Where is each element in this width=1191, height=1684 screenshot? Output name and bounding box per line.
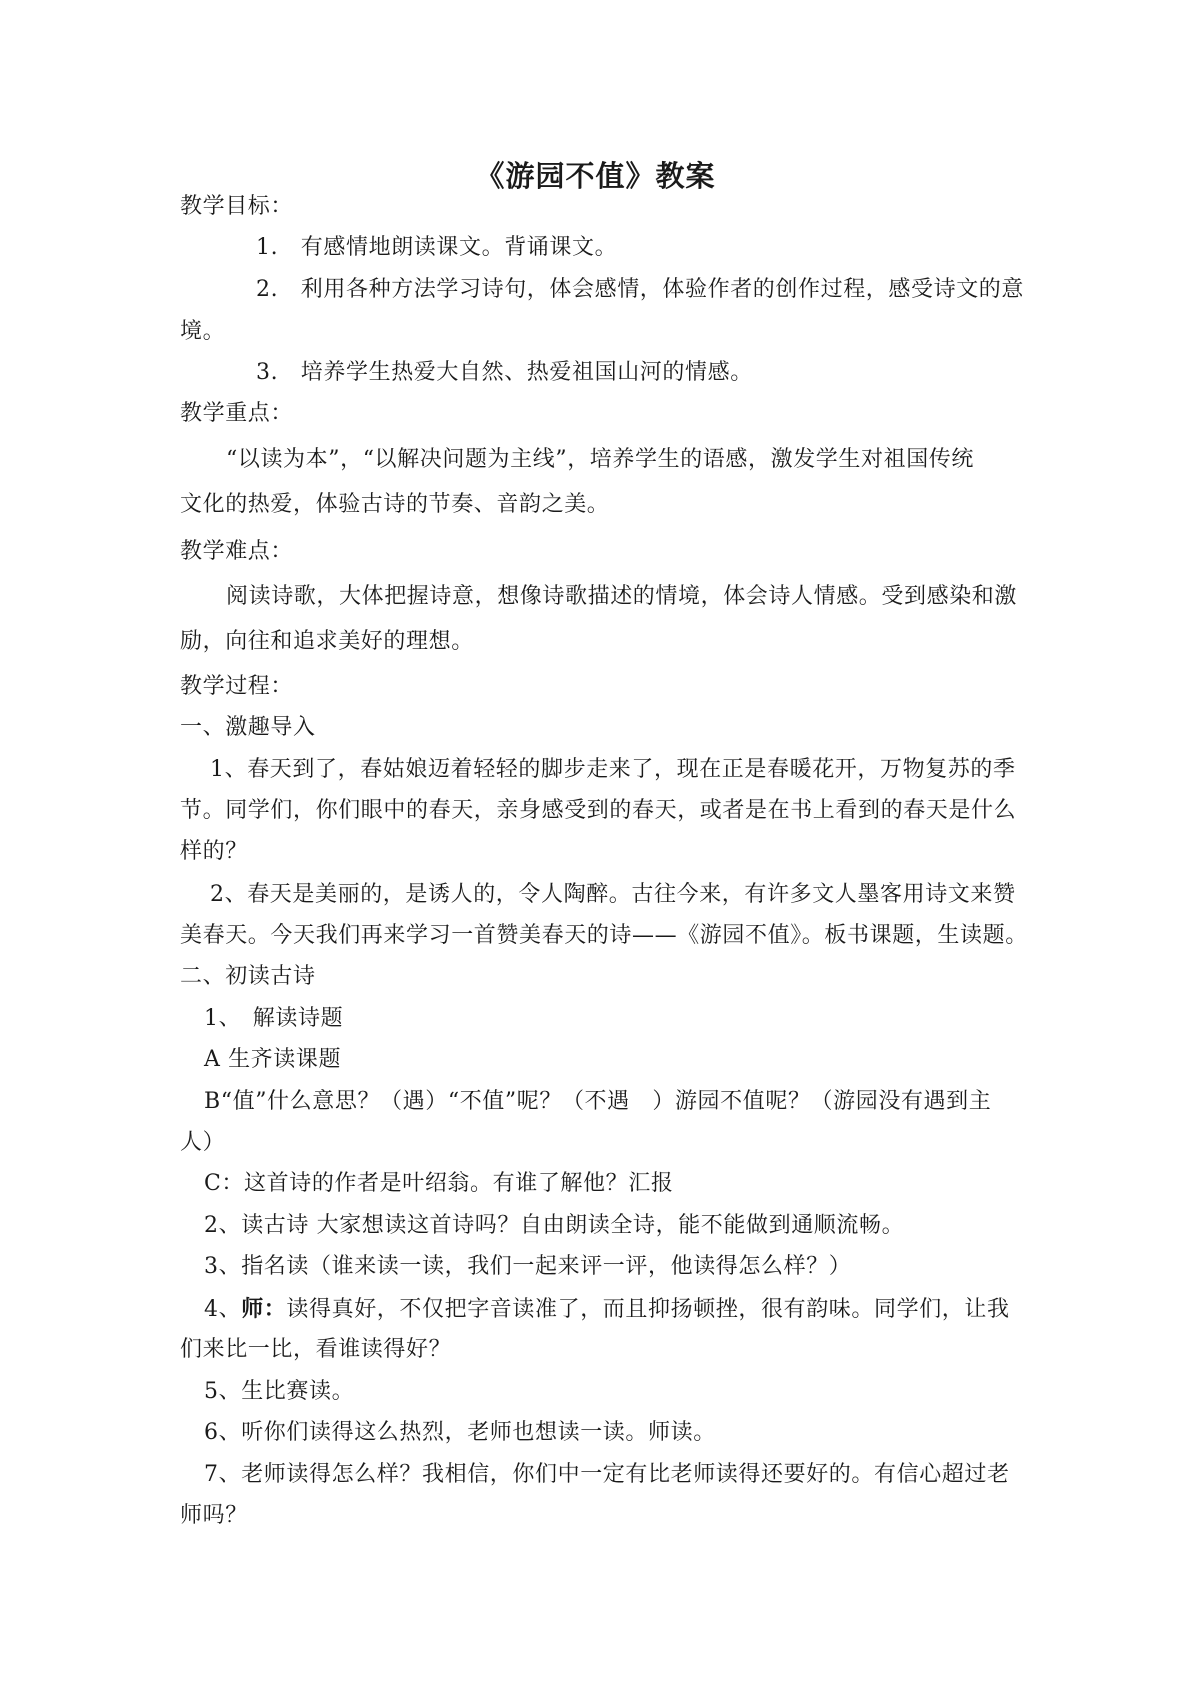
section-2-step-1-b: B“值”什么意思？（遇）“不值”呢？（不遇 ）游园不值呢？（游园没有遇到主	[204, 1089, 992, 1114]
key-points-line-2: 文化的热爱，体验古诗的节奏、音韵之美。	[180, 492, 610, 517]
objective-item-3: 3. 培养学生热爱大自然、热爱祖国山河的情感。	[256, 360, 753, 385]
key-points-line-1: “以读为本”，“以解决问题为主线”，培养学生的语感，激发学生对祖国传统	[226, 447, 974, 472]
difficulties-line-2: 励，向往和追求美好的理想。	[180, 629, 474, 654]
step-4-text: 读得真好，不仅把字音读准了，而且抑扬顿挫，很有韵味。同学们，让我	[286, 1297, 1010, 1322]
section-2-step-3: 3、指名读（谁来读一读，我们一起来评一评，他读得怎么样？）	[204, 1254, 852, 1279]
section-1-para-1-cont: 节。同学们，你们眼中的春天，亲身感受到的春天，或者是在书上看到的春天是什么	[180, 798, 1017, 823]
section-1-para-2: 2、春天是美丽的，是诱人的，令人陶醉。古往今来，有许多文人墨客用诗文来赞	[210, 882, 1016, 907]
step-4-teacher-label: 师：	[241, 1296, 287, 1322]
section-1-para-1: 1、春天到了，春姑娘迈着轻轻的脚步走来了，现在正是春暖花开，万物复苏的季	[210, 757, 1016, 782]
section-2-step-7-cont: 师吗？	[180, 1503, 248, 1528]
difficulties-heading: 教学难点：	[180, 539, 294, 564]
objective-item-2-cont: 境。	[180, 319, 226, 344]
objectives-heading: 教学目标：	[180, 194, 294, 219]
section-2-step-1-a: A 生齐读课题	[204, 1047, 342, 1072]
section-2-step-7: 7、老师读得怎么样？我相信，你们中一定有比老师读得还要好的。有信心超过老	[204, 1462, 1010, 1487]
section-2-step-1-c: C：这首诗的作者是叶绍翁。有谁了解他？汇报	[204, 1171, 674, 1196]
section-1-para-1-end: 样的？	[180, 839, 248, 864]
key-points-heading: 教学重点：	[180, 401, 294, 426]
step-4-number: 4、	[204, 1297, 242, 1322]
document-title: 《游园不值》教案	[475, 159, 716, 193]
section-1-para-2-cont: 美春天。今天我们再来学习一首赞美春天的诗——《游园不值》。板书课题，生读题。	[180, 923, 1028, 948]
section-2-step-1-b-cont: 人）	[180, 1130, 226, 1155]
section-2-step-2: 2、读古诗 大家想读这首诗吗？自由朗读全诗，能不能做到通顺流畅。	[204, 1213, 905, 1238]
objective-item-1: 1. 有感情地朗读课文。背诵课文。	[256, 235, 618, 260]
section-2-step-1: 1、 解读诗题	[204, 1006, 344, 1031]
process-heading: 教学过程：	[180, 674, 294, 699]
section-2-step-4-cont: 们来比一比，看谁读得好？	[180, 1337, 452, 1362]
difficulties-line-1: 阅读诗歌，大体把握诗意，想像诗歌描述的情境，体会诗人情感。受到感染和激	[226, 584, 1018, 609]
section-2-step-4	[204, 1294, 1010, 1325]
section-2-step-6: 6、听你们读得这么热烈，老师也想读一读。师读。	[204, 1420, 716, 1445]
objective-item-2: 2. 利用各种方法学习诗句，体会感情，体验作者的创作过程，感受诗文的意	[256, 277, 1024, 302]
section-1-heading: 一、激趣导入	[180, 715, 316, 740]
section-2-heading: 二、初读古诗	[180, 964, 316, 989]
section-2-step-5: 5、生比赛读。	[204, 1379, 355, 1404]
